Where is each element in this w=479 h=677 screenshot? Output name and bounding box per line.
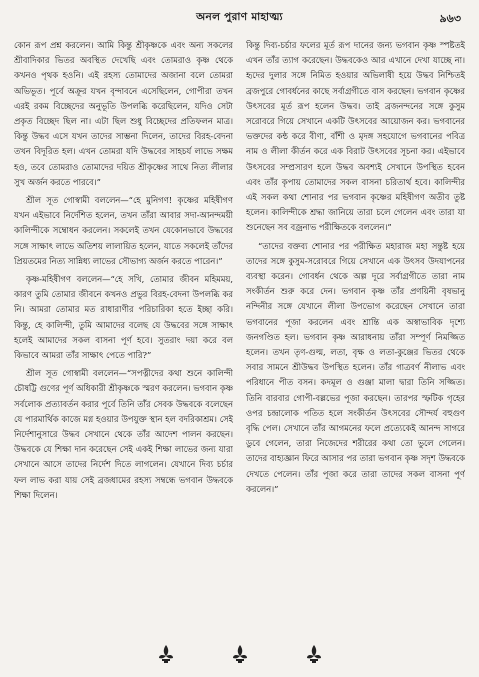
lotus-ornament-icon bbox=[306, 644, 322, 664]
text-columns bbox=[14, 38, 465, 638]
book-page bbox=[14, 8, 465, 670]
right-column bbox=[246, 38, 465, 638]
paragraph: “তাদের বক্তব্য শোনার পর পরীক্ষিত মহারাজ মহা সন্তুষ্ট হয়ে তাদের সঙ্গে কুসুম-সরোবরে গিয়ে সেখানে এক উৎসব উদযাপনের ব্যবস্থা করেন। গোবর্ধন থেকে অল্প দূরে সর্বাগ্রগীতে তারা নাম সংকীর্তন শুরু করে দেন। ভগবান কৃষ্ণ তাঁর প্রণয়িনী বৃষভানু নন্দিনীর সঙ্গে যেখানে লীলা উপভোগ করেছেন সেখানে তারা ভগবানের পূজা করলেন এবং শ্রান্তি এক অস্বাভাবিক দৃশ্যে জনগণ্ডিত হল। ভগবান কৃষ্ণ আরাধনায় তাঁরা সম্পূর্ণ নিমজ্জিত হলেন। তখন তৃণ-গুল্ম, লতা, বৃক্ষ ও লতা-কুঞ্জের ভিতর থেকে সবার সামনে শ্রীউদ্ধব উপস্থিত হলেন। তাঁর গাত্রবর্ণ নীলাভ এবং পরিধানে পীত বসন। কদমূল ও গুঞ্জা মালা দ্বারা তিনি সজ্জিত। তিনি বারবার গোপী-বল্লভের পূজা করছেন। তারপর স্ফটিক গৃহের ওপর চন্দ্রালোক পতিত হলে সংকীর্তন উৎসবের সৌন্দর্য বহুগুণ বৃদ্ধি পেল। সেখানে তাঁর আগমনের ফলে প্রত্যেকেই আনন্দ সাগরে ডুবে গেলেন, তারা নিজেদের শরীরের কথা তো ভুলে গেলেন। তাদের বাহ্যজ্ঞান ফিরে আসার পর তারা ভগবান কৃষ্ণ সদৃশ উদ্ধবকে দেখতে পেলেন। তাঁর পূজা করে তারা তাদের সকল বাসনা পূর্ণ করলেন।” bbox=[246, 240, 465, 494]
paragraph: শ্রীল সূত গোস্বামী বললেন—“হে মুনিগণ! কৃষ্ণের মহিষীগণ যখন এইভাবে নির্দেশিত হলেন, তখন তাঁরা আবার সদা-আনন্দময়ী কালিন্দীকে সম্বোধন করলেন। সকলেই তখন যেকোনভাবে উদ্ধবের সঙ্গে সাক্ষাৎ লাভে অতিশয় লালায়িত হলেন, যাতে সকলেই তাঁদের প্রিয়তমের নিত্য সান্নিধ্য লাভের সৌভাগ্য অর্জন করতে পারেন।” bbox=[14, 195, 233, 266]
paragraph: কৃষ্ণ-মহিষীগণ বললেন—“হে সখি, তোমার জীবন মহিমময়, কারণ তুমি তোমার জীবনে কখনও প্রভুর বিরহ-বেদনা উপলব্ধি কর নি। আমরা তোমার মত রাধারাণীর পরিচারিকা হতে ইচ্ছা করি। কিন্তু, হে কালিন্দী, তুমি আমাদের বলেছ যে উদ্ধবের সঙ্গে সাক্ষাৎ হলেই আমাদের সকল বাসনা পূর্ণ হবে। সুতরাং দয়া করে বল কিভাবে আমরা তাঁর সাক্ষাৎ পেতে পারি?” bbox=[14, 274, 233, 361]
left-column bbox=[14, 38, 233, 638]
paragraph: কিন্তু দিব্য-চর্চার ফলের মূর্ত রূপ দানের জন্য ভগবান কৃষ্ণ স্পষ্টতই এখন তাঁর ত্যাগ করেছেন। উদ্ধবকেও আর এখানে দেখা যাচ্ছে না। হৃদের দুলার সঙ্গে নিমিত হওয়ার অভিলাষী হয়ে উদ্ধব নিশ্চিতই ব্রজপুরে গোবর্ধনের কাছে সর্বাগ্রগীতে বাস করছেন। ভগবান কৃষ্ণের উৎসবের মূর্ত রূপ হলেন উদ্ধব। তাই ব্রজনন্দনের সঙ্গে কুসুম সরোবরে গিয়ে সেখানে একটি উৎসবের আয়োজন কর। ভগবানের ভক্তদের কন্ঠ করে বীণা, বাঁশী ও মৃদঙ্গ সহযোগে ভগবানের পবিত্র নাম ও লীলা কীর্তন করে এক বিরাট উৎসবের সূচনা কর। এইভাবে উৎসবের সম্প্রসারণ হলে উদ্ধব অবশ্যই সেখানে উপস্থিত হবেন এবং তাঁর কৃপায় তোমাদের সকল বাসনা চরিতার্থ হবে। কালিন্দীর এই সকল কথা শোনার পর ভগবান কৃষ্ণের মহিষীগণ অতীব তুষ্ট হলেন। কালিন্দীকে শ্রদ্ধা জানিয়ে তারা চলে গেলেন এবং তারা যা শুনেছেন সব বজ্রনাভ পরীক্ষিতকে বললেন।” bbox=[246, 40, 465, 233]
lotus-ornament-icon bbox=[232, 644, 248, 664]
page-number: ৯৬৩ bbox=[439, 12, 461, 25]
page-title: অনল পুরাণ মাহাত্ম্য bbox=[196, 11, 283, 23]
running-head bbox=[14, 8, 465, 26]
paragraph: শ্রীল সূত গোস্বামী বললেন—“সপত্নীদের কথা শুনে কালিন্দী চৌষট্টি গুণের পূর্ণ অধিকারী শ্রীকৃষ্ণকে স্মরণ করলেন। ভগবান কৃষ্ণ সর্বলোক প্রত্যাবর্তন করার পূর্বে তিনি তাঁর সেবক উদ্ধবকে বলেছেন যে পারমার্থিক কাজে মগ্ন হওয়ার উপযুক্ত স্থান হল বদরিকাশ্রম। সেই নির্দেশানুসারে উদ্ধব সেখানে থেকে তাঁর আদেশ পালন করছেন। উদ্ধবকে যে শিক্ষা দান করেছেন সেই একই শিক্ষা লাভের জন্য যারা সেখানে আসে তাদের নির্দেশ দিতে লাগলেন। যেখানে দিব্য চর্চার ফল লাভ করা যায় সেই ব্রজধামের রহস্য সম্বন্ধে ভগবান উদ্ধবকে শিক্ষা দিলেন। bbox=[14, 368, 233, 500]
paragraph: কোন রূপ প্রশ্ন করলেন। আমি কিন্তু শ্রীকৃষ্ণকে এবং অন্য সকলের শ্রীবাদিকার ভিতর অবস্থিত দেখেছি এবং তোমরাও কৃষ্ণ থেকে কখনও পৃথক হওনি। এই রহস্য তোমাদের অজানা বলে তোমরা অভিভূত। পূর্বে অক্রূর যখন বৃন্দাবনে এসেছিলেন, গোপীরা তখন এরই রকম বিচ্ছেদের অনুভূতি উপলব্ধি করেছিলেন, যদিও সেটা প্রকৃত বিচ্ছেদ ছিল না। এটা ছিল শুধু বিচ্ছেদের প্রতিফলন মাত্র। কিন্তু উদ্ধব এসে যখন তাদের সাম্ভনা দিলেন, তাদের বিরহ-বেদনা তখন বিদূরিত হল। এখন তোমরা যদি উদ্ধবের সাহচর্য লাভে সক্ষম হও, তবে তোমরাও তোমাদের দয়িত শ্রীকৃষ্ণের সাথে নিত্য লীলার সুখ অর্জন করতে পারবে।” bbox=[14, 40, 233, 187]
lotus-ornament-icon bbox=[158, 644, 174, 664]
footer-ornaments bbox=[14, 644, 465, 666]
